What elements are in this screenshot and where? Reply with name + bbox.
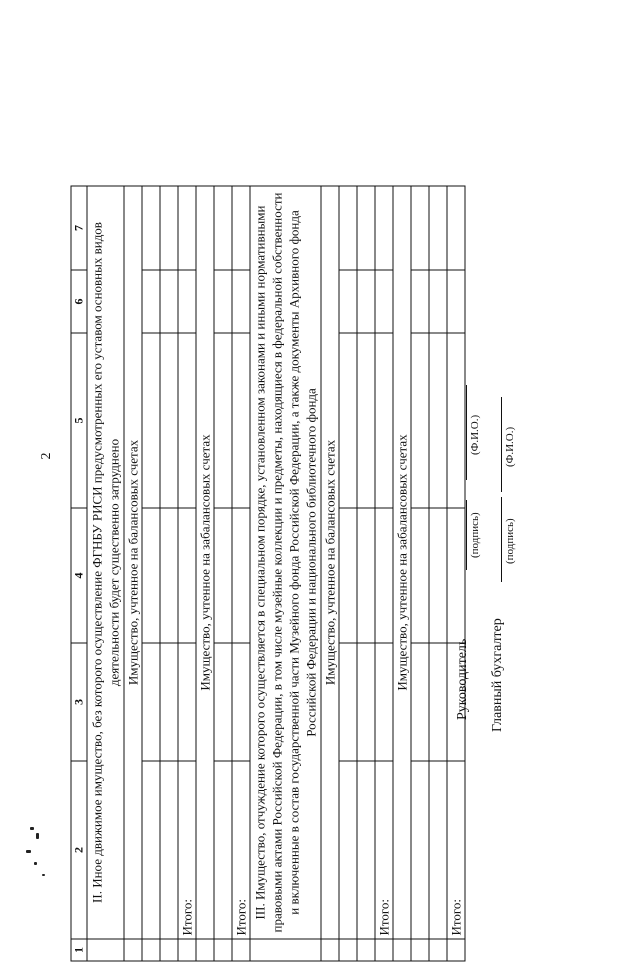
group-label: Имущество, учтенное на балансовых счетах <box>124 186 142 939</box>
section-title: III. Имущество, отчуждение которого осуществляется в специальном порядке, установленном законами и иными нормативными правовыми актами Российской Федерации, в том числе музейные коллекции и предметы, находящиеся в федеральной собственности и включенные в состав государственной части Музейного фонда Российской Федерации, а также документы Архивного фонда Российской Федерации и национального библиотечного фонда <box>250 186 321 939</box>
signer-role: Главный бухгалтер <box>490 618 505 732</box>
total-label: Итого: <box>375 761 393 939</box>
table-row <box>339 186 357 961</box>
asset-table <box>70 186 465 962</box>
group-label: Имущество, учтенное на балансовых счетах <box>321 186 339 939</box>
column-number: 1 <box>71 939 87 961</box>
total-row <box>178 186 196 961</box>
column-number: 2 <box>71 761 87 939</box>
group-label-row <box>196 186 214 961</box>
group-label: Имущество, учтенное на забалансовых счетах <box>196 186 214 939</box>
total-label: Итого: <box>178 761 196 939</box>
scan-speck <box>34 862 37 865</box>
page-number: 2 <box>39 452 54 460</box>
table-row <box>214 186 232 961</box>
scan-speck <box>36 833 39 839</box>
table-row <box>142 186 160 961</box>
signer-role: Руководитель <box>455 638 470 720</box>
name-line <box>501 397 502 492</box>
table-row <box>429 186 447 961</box>
section-title: II. Иное движимое имущество, без которого осуществление ФГНБУ РИСИ предусмотренных его уставом основных видов деятельности будет существенно затруднено <box>87 186 124 939</box>
column-number: 5 <box>71 333 87 508</box>
group-label-row <box>321 186 339 961</box>
total-label: Итого: <box>447 761 465 939</box>
scan-speck <box>42 874 45 876</box>
column-number: 3 <box>71 643 87 761</box>
table-row <box>411 186 429 961</box>
signature-caption: (подпись) <box>469 512 481 558</box>
column-number: 7 <box>71 186 87 270</box>
total-row <box>375 186 393 961</box>
table-header-row <box>71 186 87 961</box>
signature-caption: (подпись) <box>504 518 516 564</box>
signature-line <box>501 497 502 582</box>
signature-line <box>466 500 467 570</box>
group-label-row <box>393 186 411 961</box>
column-number: 6 <box>71 270 87 333</box>
scan-speck <box>30 827 34 830</box>
section-title-row <box>250 186 321 961</box>
table-row <box>357 186 375 961</box>
name-caption: (Ф.И.О.) <box>504 426 516 467</box>
signature-head <box>453 380 479 720</box>
table-row <box>160 186 178 961</box>
name-caption: (Ф.И.О.) <box>469 414 481 455</box>
total-label: Итого: <box>232 761 250 939</box>
group-label-row <box>124 186 142 961</box>
scan-speck <box>26 850 31 853</box>
column-number: 4 <box>71 508 87 643</box>
total-row <box>232 186 250 961</box>
signature-chief-accountant <box>488 392 514 732</box>
section-title-row <box>87 186 124 961</box>
name-line <box>466 385 467 480</box>
group-label: Имущество, учтенное на забалансовых счетах <box>393 186 411 939</box>
